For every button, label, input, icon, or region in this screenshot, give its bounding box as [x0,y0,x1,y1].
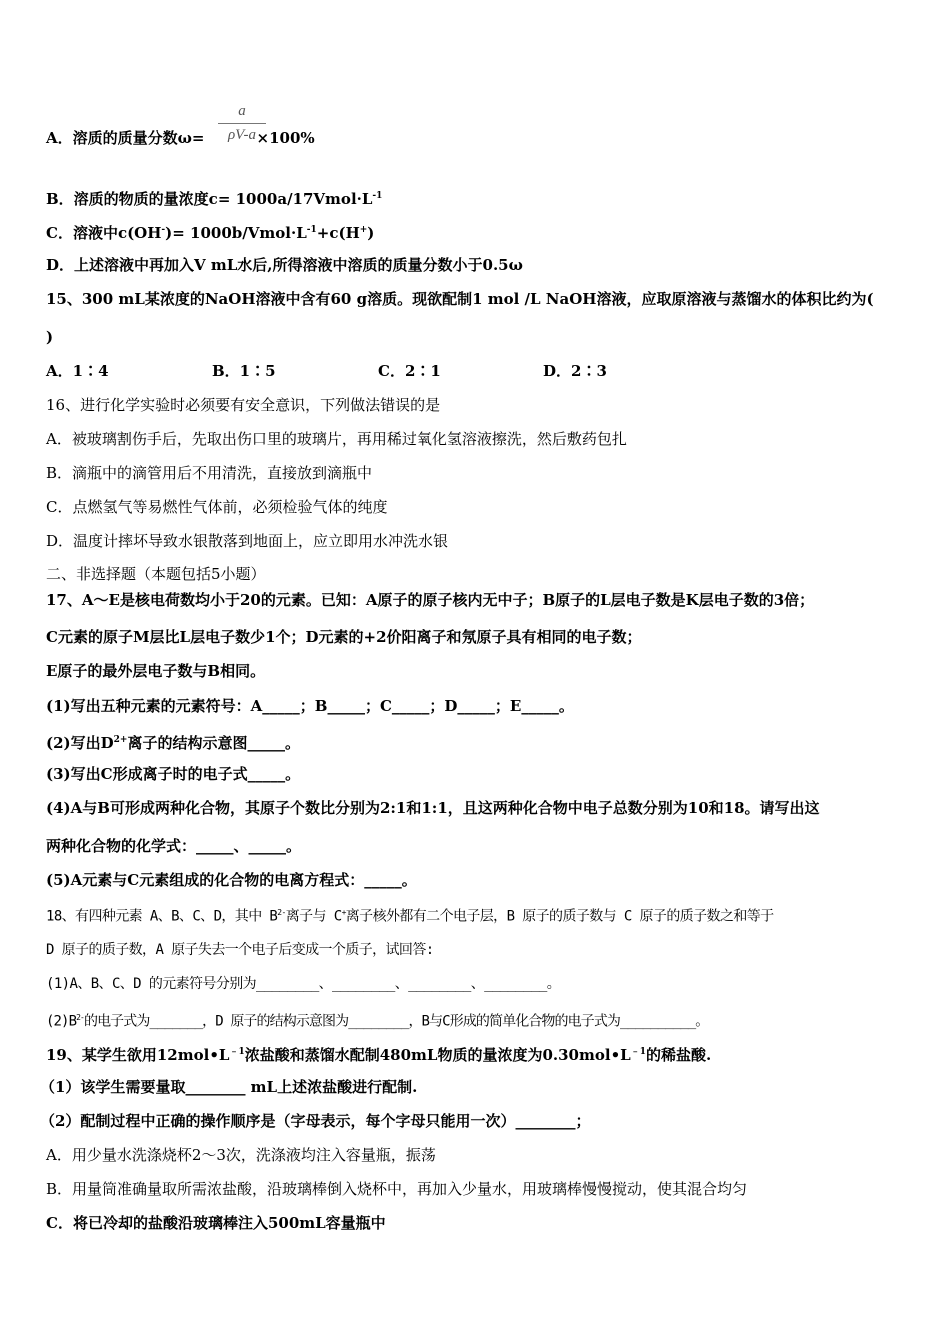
q17-stem-line3: E原子的最外层电子数与B相同。 [46,662,266,680]
superscript: - [161,225,166,235]
q19-stem [46,1042,711,1065]
superscript: + [341,908,346,917]
superscript: ﹣1 [229,1047,245,1057]
q17-part4-line1: (4)A与B可形成两种化合物，其原子个数比分别为2:1和1:1，且这两种化合物中电子总数分别为10和18。请写出这 [46,799,820,817]
q15-option-d: D．2∶3 [543,362,607,380]
q15-option-c: C．2∶1 [378,362,441,380]
q14-option-c-part3: +c(H [316,224,360,242]
q17-part5: (5)A元素与C元素组成的化合物的电离方程式：_____。 [46,871,417,889]
q17-part3: (3)写出C形成离子时的电子式_____。 [46,765,301,783]
q16-stem: 16、进行化学实验时必须要有安全意识，下列做法错误的是 [46,396,441,414]
q14-option-a-suffix: ×100% [256,129,315,147]
q19-option-a: A．用少量水洗涤烧杯2～3次，洗涤液均注入容量瓶，振荡 [46,1146,436,1164]
q17-part2-text-end: 离子的结构示意图_____。 [127,734,300,752]
q14-option-c-part4: ) [367,224,375,242]
q18-part1: (1)A、B、C、D 的元素符号分别为________、________、________、________。 [46,976,561,992]
q18-stem-part3: 离子核外都有二个电子层，B 原子的质子数与 C 原子的质子数之和等于 [345,908,774,925]
superscript: 2+ [113,735,128,745]
q17-stem-line1: 17、A～E是核电荷数均小于20的元素。已知：A原子的原子核内无中子；B原子的L层电子数是K层电子数的3倍； [46,591,815,609]
q18-stem-part1: 18、有四种元素 A、B、C、D，其中 B [46,908,278,925]
q15-stem-line2: ) [46,328,54,346]
q14-option-b-text: B．溶质的物质的量浓度c= 1000a/17Vmol·L [46,190,373,208]
q17-stem-line2: C元素的原子M层比L层电子数少1个；D元素的+2价阳离子和氖原子具有相同的电子数； [46,628,642,646]
q15-option-a: A．1∶4 [46,362,109,380]
fraction-denominator: ρV-a [227,127,257,143]
q19-stem-part3: 的稀盐酸. [645,1046,712,1064]
q19-stem-part2: 浓盐酸和蒸馏水配制480mL物质的量浓度为0.30mol•L [244,1046,631,1064]
superscript: 2- [277,908,286,917]
q16-option-c: C．点燃氢气等易燃性气体前，必须检验气体的纯度 [46,498,388,516]
q18-part2-text: (2)B [46,1013,77,1030]
q14-option-a-text: A．溶质的质量分数ω= [46,129,205,147]
q17-part1: (1)写出五种元素的元素符号：A_____；B_____；C_____；D_____；E_____。 [46,697,574,715]
superscript: -1 [306,225,317,235]
superscript: + [359,225,368,235]
q18-stem-line1 [46,903,774,927]
mass-fraction-formula [218,102,266,144]
q14-option-b [46,186,382,209]
superscript: ﹣1 [630,1047,646,1057]
q17-part4-line2: 两种化合物的化学式：_____、_____。 [46,837,302,855]
q14-option-d: D．上述溶液中再加入V mL水后,所得溶液中溶质的质量分数小于0.5ω [46,256,523,274]
fraction-numerator: a [238,103,246,119]
q18-part2 [46,1008,708,1032]
q14-option-a [46,128,315,148]
q16-option-b: B．滴瓶中的滴管用后不用清洗，直接放到滴瓶中 [46,464,373,482]
q14-option-c [46,220,374,243]
q17-part2-text: (2)写出D [46,734,114,752]
q19-option-c: C．将已冷却的盐酸沿玻璃棒注入500mL容量瓶中 [46,1214,386,1232]
q18-stem-line2: D 原子的质子数，A 原子失去一个电子后变成一个质子，试回答: [46,942,434,958]
q19-option-b: B．用量筒准确量取所需浓盐酸，沿玻璃棒倒入烧杯中，再加入少量水，用玻璃棒慢慢搅动，使其混合均匀 [46,1180,748,1198]
q15-stem-line1: 15、300 mL某浓度的NaOH溶液中含有60 g溶质。现欲配制1 mol /L NaOH溶液，应取原溶液与蒸馏水的体积比约为( [46,290,874,308]
q16-option-d: D．温度计摔坏导致水银散落到地面上，应立即用水冲洗水银 [46,532,449,550]
q18-part2-text-end: 的电子式为_______，D 原子的结构示意图为________，B与C形成的简单化合物的电子式为__________。 [83,1013,709,1030]
fraction-bar [218,123,266,124]
q14-option-c-part1: C．溶液中c(OH [46,224,162,242]
q19-part2: （2）配制过程中正确的操作顺序是（字母表示，每个字母只能用一次）________； [40,1112,591,1130]
q15-option-b: B．1∶5 [212,362,276,380]
q16-option-a: A．被玻璃割伤手后，先取出伤口里的玻璃片，再用稀过氧化氢溶液擦洗，然后敷药包扎 [46,430,627,448]
q18-stem-part2: 离子与 C [285,908,342,925]
q19-stem-part1: 19、某学生欲用12mol•L [46,1046,230,1064]
superscript: 2- [76,1013,84,1022]
q19-part1: （1）该学生需要量取________ mL上述浓盐酸进行配制. [40,1078,418,1096]
q17-part2 [46,730,300,753]
q14-option-c-part2: )= 1000b/Vmol·L [165,224,307,242]
section-heading: 二、非选择题（本题包括5小题） [46,565,266,583]
superscript: -1 [372,191,383,201]
